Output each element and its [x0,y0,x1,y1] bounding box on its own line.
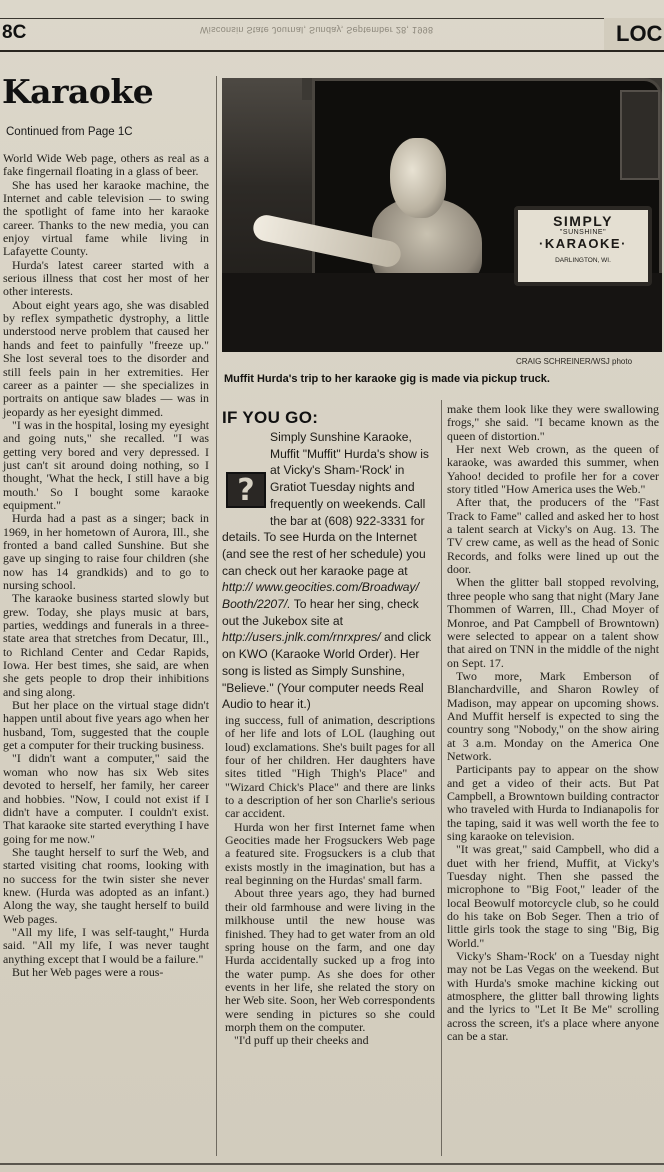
article-paragraph: Hurda's latest career started with a serious illness that cost her most of her other interests. [3,257,209,299]
column-rule [441,400,442,1156]
masthead-rule [0,50,664,52]
article-paragraph: "I'd puff up their cheeks and [234,1033,369,1048]
article-paragraph: "It was great," said Campbell, who did a duet with her friend, Muffit, at Vicky's Tuesday night. Then she passed the microphone to "Big Foot," leader of the local Beowulf motorcycle club, so he could do his take on Bob Seger. Then a trio of little girls took the stage to sing "Big, Big World." [447,842,659,950]
article-photo [222,78,662,352]
article-paragraph: She has used her karaoke machine, the Internet and cable television — to swing the spotlight of fame into her karaoke career. Thanks to the new media, you can enjoy virtual fame while living in Lafayette County. [3,177,209,259]
info-box-text: Simply Sunshine Karaoke, Muffit "Muffit" Hurda's show is at Vicky's Sham-'Rock' in Gratiot Tuesday nights and frequently on weekends. Call the bar at (608) 922-3331 for details. To see Hurda on the Internet (and see the rest of her schedule) you can check out her karaoke page at http:// www.geocities.com/Broadway/ Booth/2207/. To hear her sing, check out the Jukebox site at http://users.jnlk.com/rnrxpres/ and click on KWO (Karaoke World Order). Her song is listed as Simply Sunshine, "Believe." (Your computer needs Real Audio to hear it.) [222,430,432,712]
article-paragraph: make them look like they were swallowing frogs," she said. "I became known as the queen of distortion." [447,402,659,443]
photo-caption: Muffit Hurda's trip to her karaoke gig is made via pickup truck. [224,373,550,385]
jukebox-url: http://users.jnlk.com/rnrxpres/ [222,630,381,645]
article-headline: Karaoke [2,72,154,111]
article-paragraph: About three years ago, they had burned their old farmhouse and were living in the milkhouse until the new house was finished. They had to get water from an old spring house on the farm, and one day Hurda accidentally sucked up a frog into the water pump. As she does for other events in her life, she related the story on her Web site. Soon, her Web correspondents were sending in pictures so she could morph them on the computer. [225,886,435,1034]
article-column-3 [447,403,659,1044]
article-paragraph: Hurda had a past as a singer; back in 1969, in her hometown of Aurora, Ill., she fronted a band called Sunshine. But she gave up singing to raise four children (she now has 14 grandkids) and to go to nursing school. [3,511,209,592]
article-paragraph: She taught herself to surf the Web, and started visiting chat rooms, looking with no success for the twin sister she never knew. (Hurda was adopted as an infant.) Along the way, she taught herself to build Web pages. [3,844,209,926]
question-mark-icon: ? [226,472,266,508]
article-paragraph: "I didn't want a computer," said the woman who now has six Web sites devoted to herself, her family, her career and hobbies. "Now, I could not exist if I didn't have a computer. I couldn't exist. That karaoke site started everything I have going for me now." [3,751,209,846]
article-paragraph: Two more, Mark Emberson of Blanchardville, and Sharon Rowley of Madison, may appear on upcoming shows. And Muffit herself is expected to sing the country song "Nobody," on the show airing at 3 a.m. Monday on the America One Network. [447,668,659,763]
article-paragraph: ing success, full of animation, descriptions of her life and lots of LOL (laughing out loud) exclamations. She's built pages for all four of her children. Her daughters have sites titled "High Thigh's Place" and "Wizard Chick's Place" and there are links to a description of her son Charlie's serious car accident. [225,713,435,821]
woman-figure [390,138,446,218]
column-rule [216,76,217,1156]
top-rule [0,18,664,19]
page-number: 8C [2,22,27,43]
mirrored-dateline: Wisconsin State Journal, Sunday, September 28, 1998 [200,25,434,35]
article-paragraph: When the glitter ball stopped revolving, three people who sang that night (Mary Jane Thommen of Warren, Ill., Chad Moyer of Monroe, and Pat Campbell of Browntown) were selected to appear on a talent show that aired on TNN in the middle of the night on Sept. 17. [447,575,659,670]
article-paragraph: After that, the producers of the "Fast Track to Fame" called and asked her to host a talent search at Vicky's on Aug. 13. The TV crew came, as well as the head of Sonic Records, and folks were lined up out the door. [447,495,659,577]
article-paragraph: Her next Web crown, as the queen of karaoke, was awarded this summer, when Yahoo! decided to profile her for a cover story titled "How America uses the Web." [447,442,659,497]
article-paragraph: World Wide Web page, others as real as a fake fingernail floating in a glass of beer. [3,151,209,179]
section-name: LOC [604,18,664,50]
photo-credit: CRAIG SCHREINER/WSJ photo [516,357,633,366]
article-paragraph: Participants pay to appear on the show and get a video of their acts. But Pat Campbell, a Browntown building contractor who traveled with Hurda to Indianapolis for the taping, said it was well worth the fee to sing karaoke on television. [447,762,659,843]
article-paragraph: Vicky's Sham-'Rock' on a Tuesday night may not be Las Vegas on the weekend. But with Hurda's smoke machine kicking out atmosphere, the glitter ball throwing lights and the lyrics to "Let It Be Me" scrolling across the screen, it's a place where anyone can be a star. [447,949,659,1044]
article-paragraph: "I was in the hospital, losing my eyesight and going nuts," she recalled. "I was getting very bored and very depressed. I just can't sit around doing nothing, so I thought, 'What the heck, I still have a big mouth.' So I bought some karaoke equipment." [3,417,209,512]
article-column-2 [225,714,435,1048]
masthead-bar [0,18,664,52]
article-paragraph: The karaoke business started slowly but grew. Today, she plays music at bars, parties, weddings and funerals in a three-state area that stretches from Decatur, Ill., to Richland Center and Cedar Rapids, Iowa. Her best times, she said, are when she gets people to drop their inhibitions and sing along. [3,591,209,699]
article-paragraph: But her place on the virtual stage didn't happen until about five years ago when her husband, Tom, suggested that the couple get a computer for their trucking business. [3,698,209,753]
truck-mirror [620,90,660,180]
article-paragraph: Hurda won her first Internet fame when Geocities made her Frogsuckers Web page a featured site. Frogsuckers is a club that exists mostly in the imagination, but has a real beginning on the Hurdas' small farm. [225,819,435,888]
article-paragraph: "All my life, I was self-taught," Hurda said. "All my life, I was never taught anything except that I would be a failure." [3,924,209,966]
article-paragraph: About eight years ago, she was disabled by reflex sympathetic dystrophy, a little understood nerve problem that caused her hands and feet to painfully "freeze up." She lost several toes to the disorder and still feels pain in her extremities. Her career as a painter — she specializes in portraits on antique saw blades — was in jeopardy as her eyesight dimmed. [3,297,209,419]
bottom-rule [0,1163,664,1165]
article-paragraph: But her Web pages were a rous- [12,964,164,979]
article-column-1 [3,152,209,979]
jump-line: Continued from Page 1C [6,126,133,138]
info-box-title: IF YOU GO: [222,408,319,427]
karaoke-page-url: http:// www.geocities.com/Broadway/ Booth/2207/. [222,580,419,612]
karaoke-sign: SIMPLY "SUNSHINE" ·KARAOKE· DARLINGTON, WI. [514,206,652,286]
